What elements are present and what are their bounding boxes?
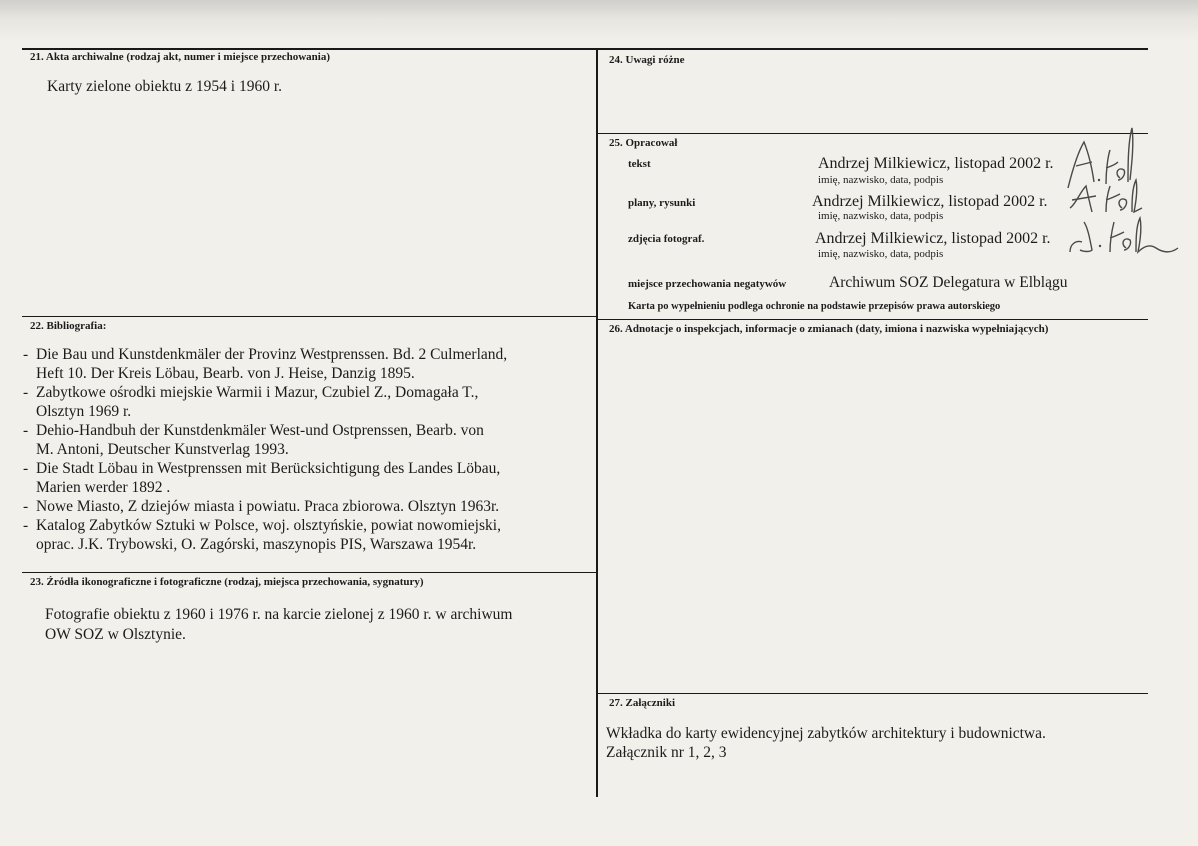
author-row-value-photos: Andrzej Milkiewicz, listopad 2002 r. (815, 230, 1051, 247)
author-row-label-text: tekst (628, 158, 651, 170)
column-divider (596, 49, 598, 797)
section-23-line1: Fotografie obiektu z 1960 i 1976 r. na karcie zielonej z 1960 r. w archiwum (45, 606, 513, 623)
bibliography-item-line1: Die Bau und Kunstdenkmäler der Provinz Westprenssen. Bd. 2 Culmerland, (36, 346, 508, 363)
section-27-line2: Załącznik nr 1, 2, 3 (606, 744, 727, 761)
section-27-top-line (597, 693, 1148, 694)
bibliography-item-line2: M. Antoni, Deutscher Kunstverlag 1993. (36, 441, 289, 458)
section-22-top-line (22, 316, 597, 317)
bibliography-item-line2: oprac. J.K. Trybowski, O. Zagórski, maszynopis PIS, Warszawa 1954r. (36, 536, 477, 553)
author-row-value-plans: Andrzej Milkiewicz, listopad 2002 r. (812, 193, 1048, 210)
signature-2 (1066, 178, 1146, 218)
section-25-header: 25. Opracował (609, 137, 678, 149)
negatives-value: Archiwum SOZ Delegatura w Elblągu (829, 274, 1068, 291)
scan-top-band (0, 0, 1198, 42)
section-23-top-line (22, 572, 597, 573)
section-27-line1: Wkładka do karty ewidencyjnej zabytków architektury i budownictwa. (606, 725, 1046, 742)
section-21-text: Karty zielone obiektu z 1954 i 1960 r. (47, 78, 283, 95)
bibliography-item-line1: Dehio-Handbuh der Kunstdenkmäler West-und Ostprenssen, Bearb. von (36, 422, 484, 439)
author-row-caption-plans: imię, nazwisko, data, podpis (818, 210, 944, 222)
bibliography-item-line1: Nowe Miasto, Z dziejów miasta i powiatu. Praca zbiorowa. Olsztyn 1963r. (36, 498, 500, 515)
bibliography-item-line1: Katalog Zabytków Sztuki w Polsce, woj. olsztyńskie, powiat nowomiejski, (36, 517, 501, 534)
bibliography-item-line2: Olsztyn 1969 r. (36, 403, 132, 420)
bibliography-item (23, 459, 507, 497)
bibliography-item (23, 383, 507, 421)
author-row-caption-photos: imię, nazwisko, data, podpis (818, 248, 944, 260)
section-26-header: 26. Adnotacje o inspekcjach, informacje o zmianach (daty, imiona i nazwiska wypełniających) (609, 323, 1049, 335)
bibliography-item-line2: Heft 10. Der Kreis Löbau, Bearb. von J. Heise, Danzig 1895. (36, 365, 415, 382)
bibliography-item-line1: Die Stadt Löbau in Westprenssen mit Berücksichtigung des Landes Löbau, (36, 460, 501, 477)
section-27-header: 27. Załączniki (609, 697, 676, 709)
section-24-header: 24. Uwagi różne (609, 54, 685, 66)
copyright-note: Karta po wypełnieniu podlega ochronie na podstawie przepisów prawa autorskiego (628, 301, 1001, 312)
author-row-caption-text: imię, nazwisko, data, podpis (818, 174, 944, 186)
author-row-label-plans: plany, rysunki (628, 197, 696, 209)
bibliography-item (23, 421, 507, 459)
section-23-header: 23. Źródła ikonograficzne i fotograficzne (rodzaj, miejsca przechowania, sygnatury) (30, 576, 424, 588)
bibliography-item (23, 497, 507, 516)
section-22-header: 22. Bibliografia: (30, 320, 107, 332)
author-row-value-text: Andrzej Milkiewicz, listopad 2002 r. (818, 155, 1054, 172)
bibliography-list (23, 345, 507, 554)
bibliography-item-line2: Marien werder 1892 . (36, 479, 171, 496)
bibliography-item-line1: Zabytkowe ośrodki miejskie Warmii i Mazur, Czubiel Z., Domagała T., (36, 384, 479, 401)
signature-3 (1066, 214, 1184, 258)
top-border-line (22, 48, 1148, 50)
section-23-line2: OW SOZ w Olsztynie. (45, 626, 186, 643)
negatives-label: miejsce przechowania negatywów (628, 278, 787, 290)
bibliography-item (23, 516, 507, 554)
section-21-header: 21. Akta archiwalne (rodzaj akt, numer i miejsce przechowania) (30, 51, 331, 63)
section-26-top-line (597, 319, 1148, 320)
bibliography-item (23, 345, 507, 383)
author-row-label-photos: zdjęcia fotograf. (628, 233, 705, 245)
